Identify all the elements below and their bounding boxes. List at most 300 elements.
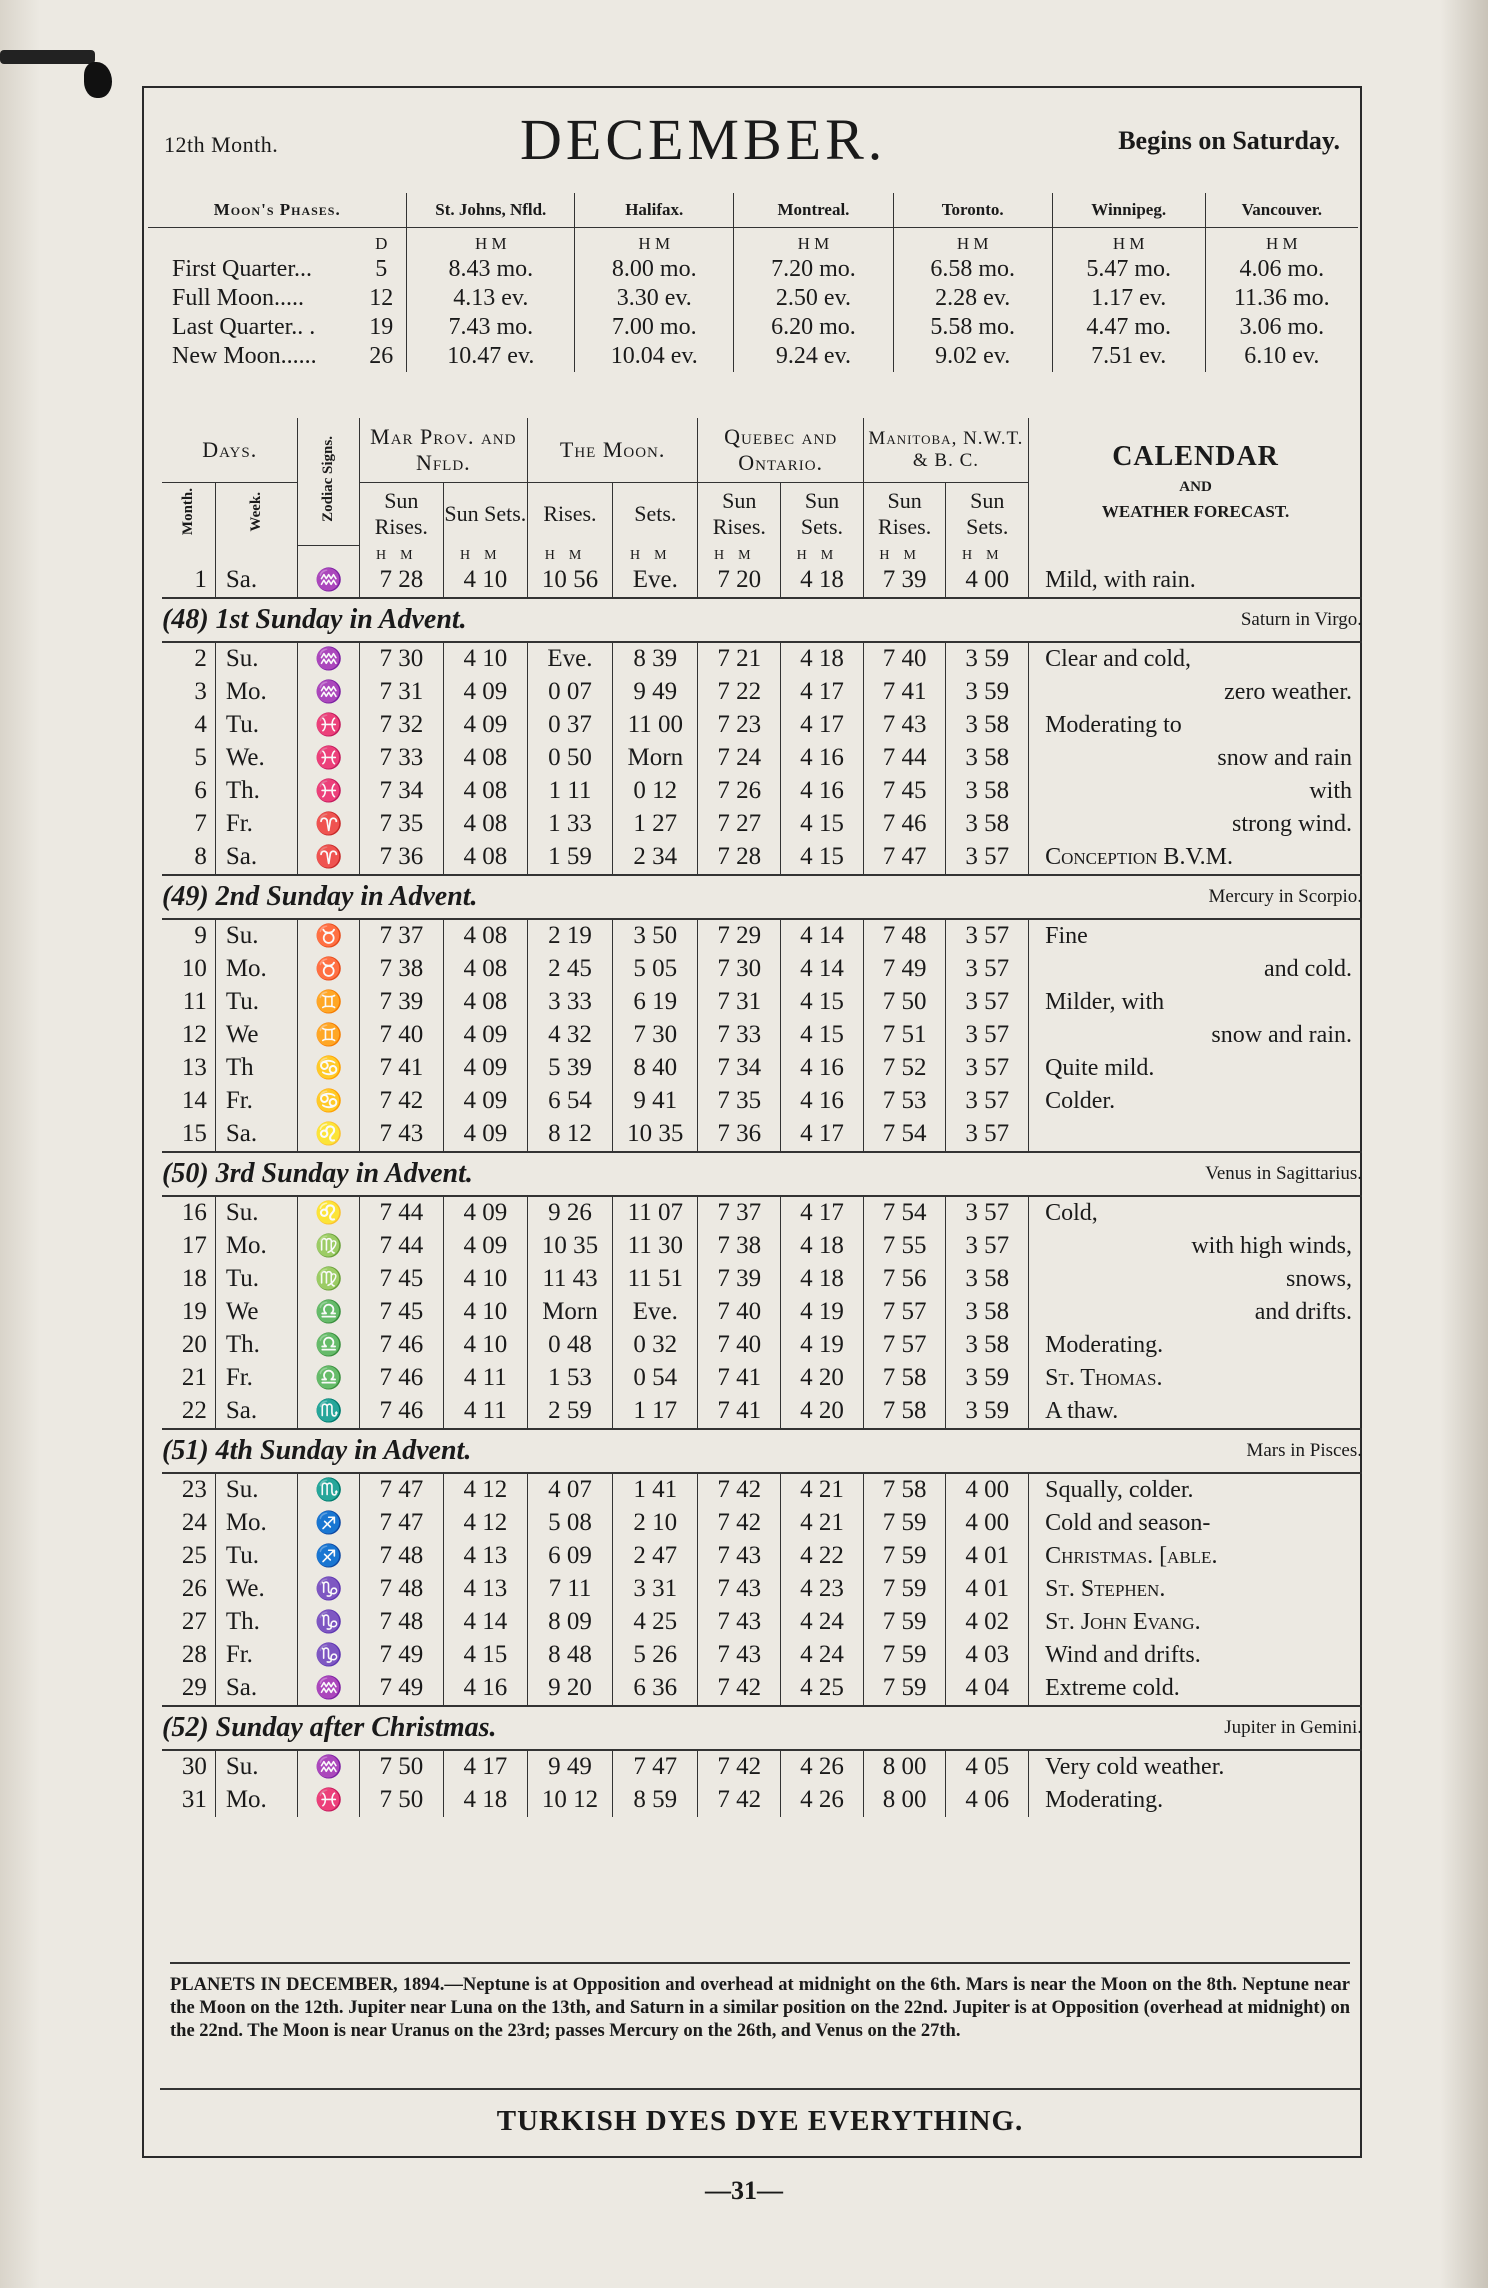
time-cell: 4 19 xyxy=(781,1329,864,1362)
time-cell: 7 53 xyxy=(863,1085,946,1118)
time-cell: 4 09 xyxy=(443,1230,527,1263)
sunday-row xyxy=(162,598,1362,642)
calendar-header: CALENDAR AND WEATHER FORECAST. xyxy=(1029,418,1362,545)
time-cell: 7 48 xyxy=(359,1573,443,1606)
zodiac-sign-icon: ♑ xyxy=(298,1639,359,1672)
time-cell: 4 09 xyxy=(443,1085,527,1118)
time-cell: 4 10 xyxy=(443,564,527,598)
day-of-month: 20 xyxy=(181,1331,207,1358)
phase-time: 2.28 ev. xyxy=(893,285,1052,314)
time-cell: 4 20 xyxy=(781,1395,864,1429)
time-cell: 4 10 xyxy=(443,1263,527,1296)
time-cell: 7 41 xyxy=(359,1052,443,1085)
day-of-week: Tu. xyxy=(215,986,298,1019)
weather-forecast: St. John Evang. xyxy=(1029,1606,1362,1639)
phase-time: 4.47 mo. xyxy=(1052,314,1205,343)
day-of-month: 6 xyxy=(194,777,207,804)
time-cell: 1 11 xyxy=(527,775,612,808)
weather-forecast: Cold, xyxy=(1029,1196,1362,1230)
time-cell: 10 12 xyxy=(527,1784,612,1817)
time-cell: 3 58 xyxy=(946,808,1029,841)
day-row xyxy=(162,1639,1362,1672)
time-cell: 7 55 xyxy=(863,1230,946,1263)
time-cell: 4 20 xyxy=(781,1362,864,1395)
time-cell: 8 48 xyxy=(527,1639,612,1672)
weather-forecast: Wind and drifts. xyxy=(1029,1639,1362,1672)
weather-forecast: with high winds, xyxy=(1029,1230,1362,1263)
time-cell: 4 18 xyxy=(781,1230,864,1263)
time-cell: 0 54 xyxy=(613,1362,698,1395)
phase-time: 6.20 mo. xyxy=(734,314,893,343)
time-cell: 7 37 xyxy=(359,919,443,953)
day-of-week: Su. xyxy=(215,1750,298,1784)
time-cell: 6 19 xyxy=(613,986,698,1019)
time-cell: 7 47 xyxy=(863,841,946,875)
weather-forecast: Moderating. xyxy=(1029,1784,1362,1817)
zodiac-sign-icon: ♍ xyxy=(298,1230,359,1263)
day-row xyxy=(162,1784,1362,1817)
phase-time: 11.36 mo. xyxy=(1205,285,1358,314)
time-cell: 7 31 xyxy=(698,986,781,1019)
phase-day: 12 xyxy=(369,285,394,311)
day-of-month: 8 xyxy=(194,843,207,870)
time-cell: 7 57 xyxy=(863,1296,946,1329)
time-cell: 7 46 xyxy=(359,1329,443,1362)
time-cell: 6 09 xyxy=(527,1540,612,1573)
time-cell: 11 00 xyxy=(613,709,698,742)
day-row xyxy=(162,1052,1362,1085)
day-of-month: 4 xyxy=(194,711,207,738)
zodiac-sign-icon: ♋ xyxy=(298,1052,359,1085)
time-cell: 4 21 xyxy=(781,1507,864,1540)
time-cell: 3 57 xyxy=(946,1052,1029,1085)
time-cell: 7 46 xyxy=(359,1362,443,1395)
time-cell: 4 18 xyxy=(781,642,864,676)
time-cell: 7 39 xyxy=(359,986,443,1019)
time-cell: 7 59 xyxy=(863,1639,946,1672)
phase-time: 4.13 ev. xyxy=(407,285,575,314)
moon-sets-header: Sets. xyxy=(613,483,698,546)
zodiac-sign-icon: ♒ xyxy=(298,676,359,709)
day-row xyxy=(162,1085,1362,1118)
time-cell: 4 10 xyxy=(443,1296,527,1329)
time-cell: 3 59 xyxy=(946,676,1029,709)
phase-name: First Quarter... xyxy=(172,256,312,282)
time-cell: 4 02 xyxy=(946,1606,1029,1639)
time-cell: 7 59 xyxy=(863,1540,946,1573)
phase-header-row xyxy=(148,193,1358,228)
time-cell: 4 00 xyxy=(946,1507,1029,1540)
zodiac-sign-icon: ♒ xyxy=(298,1672,359,1706)
day-of-month: 19 xyxy=(181,1298,207,1325)
weather-forecast: and cold. xyxy=(1029,953,1362,986)
hm-label: H M xyxy=(893,228,1052,257)
zodiac-sign-icon: ♌ xyxy=(298,1118,359,1152)
phase-day: 26 xyxy=(369,343,394,369)
time-cell: 7 48 xyxy=(359,1540,443,1573)
time-cell: 4 15 xyxy=(781,1019,864,1052)
hm-unit: HM xyxy=(781,545,864,564)
day-of-week: Sa. xyxy=(215,1118,298,1152)
zodiac-sign-icon: ♉ xyxy=(298,953,359,986)
time-cell: 7 40 xyxy=(698,1329,781,1362)
binding-blot xyxy=(84,62,112,98)
day-of-week: We xyxy=(215,1296,298,1329)
zodiac-sign-icon: ♓ xyxy=(298,709,359,742)
time-cell: 10 35 xyxy=(613,1118,698,1152)
time-cell: 4 13 xyxy=(443,1573,527,1606)
time-cell: 1 59 xyxy=(527,841,612,875)
time-cell: 7 23 xyxy=(698,709,781,742)
day-row xyxy=(162,808,1362,841)
time-cell: 9 49 xyxy=(613,676,698,709)
time-cell: 2 59 xyxy=(527,1395,612,1429)
hm-unit: HM xyxy=(359,545,443,564)
time-cell: 2 19 xyxy=(527,919,612,953)
time-cell: 7 57 xyxy=(863,1329,946,1362)
time-cell: 4 13 xyxy=(443,1540,527,1573)
advertisement: TURKISH DYES DYE EVERYTHING. xyxy=(160,2088,1360,2152)
zodiac-sign-icon: ♓ xyxy=(298,1784,359,1817)
time-cell: 7 30 xyxy=(613,1019,698,1052)
phase-time: 7.43 mo. xyxy=(407,314,575,343)
time-cell: 7 59 xyxy=(863,1606,946,1639)
sunday-row xyxy=(162,1152,1362,1196)
time-cell: 4 16 xyxy=(443,1672,527,1706)
phase-col-stjohns: St. Johns, Nfld. xyxy=(407,193,575,228)
sunday-title: (50) 3rd Sunday in Advent. xyxy=(162,1152,863,1196)
day-row xyxy=(162,986,1362,1019)
day-of-month: 18 xyxy=(181,1265,207,1292)
time-cell: 7 48 xyxy=(359,1606,443,1639)
time-cell: 3 58 xyxy=(946,742,1029,775)
phase-time: 7.20 mo. xyxy=(734,256,893,285)
time-cell: 7 41 xyxy=(698,1362,781,1395)
time-cell: 5 26 xyxy=(613,1639,698,1672)
time-cell: 2 45 xyxy=(527,953,612,986)
day-of-month: 12 xyxy=(181,1021,207,1048)
time-cell: 7 54 xyxy=(863,1118,946,1152)
planet-position-note: Jupiter in Gemini. xyxy=(863,1706,1362,1750)
time-cell: 4 04 xyxy=(946,1672,1029,1706)
time-cell: 7 32 xyxy=(359,709,443,742)
time-cell: 9 20 xyxy=(527,1672,612,1706)
time-cell: 4 16 xyxy=(781,775,864,808)
page-number: —31— xyxy=(705,2176,783,2205)
sunday-row xyxy=(162,875,1362,919)
time-cell: 8 40 xyxy=(613,1052,698,1085)
time-cell: 7 28 xyxy=(698,841,781,875)
day-of-month: 1 xyxy=(194,566,207,593)
phase-day: 19 xyxy=(369,314,394,340)
time-cell: 3 57 xyxy=(946,841,1029,875)
phase-time: 10.04 ev. xyxy=(575,343,734,372)
time-cell: 3 57 xyxy=(946,1085,1029,1118)
zodiac-sign-icon: ♌ xyxy=(298,1196,359,1230)
weather-forecast: Very cold weather. xyxy=(1029,1750,1362,1784)
time-cell: 7 27 xyxy=(698,808,781,841)
time-cell: 3 59 xyxy=(946,1362,1029,1395)
month-number: 12th Month. xyxy=(164,132,279,157)
time-cell: 4 24 xyxy=(781,1606,864,1639)
time-cell: 7 50 xyxy=(359,1784,443,1817)
phase-day: 5 xyxy=(375,256,388,282)
day-row xyxy=(162,1395,1362,1429)
day-of-month: 30 xyxy=(181,1753,207,1780)
time-cell: 7 45 xyxy=(359,1263,443,1296)
weather-forecast: snow and rain. xyxy=(1029,1019,1362,1052)
phase-time: 7.51 ev. xyxy=(1052,343,1205,372)
phase-time: 5.58 mo. xyxy=(893,314,1052,343)
day-row xyxy=(162,919,1362,953)
time-cell: 7 42 xyxy=(698,1750,781,1784)
time-cell: 7 38 xyxy=(698,1230,781,1263)
day-of-week: Mo. xyxy=(215,1784,298,1817)
day-of-week: Th. xyxy=(215,1606,298,1639)
time-cell: 4 19 xyxy=(781,1296,864,1329)
time-cell: 7 21 xyxy=(698,642,781,676)
day-of-month: 24 xyxy=(181,1509,207,1536)
weather-forecast xyxy=(1029,1118,1362,1152)
day-of-month: 9 xyxy=(194,922,207,949)
time-cell: 3 58 xyxy=(946,709,1029,742)
phase-name: Full Moon..... xyxy=(172,285,305,311)
day-row xyxy=(162,1019,1362,1052)
time-cell: 0 32 xyxy=(613,1329,698,1362)
d-label: D xyxy=(375,234,388,253)
time-cell: Eve. xyxy=(613,564,698,598)
day-of-week: Fr. xyxy=(215,1639,298,1672)
day-of-week: Mo. xyxy=(215,1230,298,1263)
zodiac-sign-icon: ♒ xyxy=(298,642,359,676)
phase-time: 8.43 mo. xyxy=(407,256,575,285)
month-header xyxy=(160,107,1350,172)
time-cell: 7 45 xyxy=(863,775,946,808)
time-cell: 7 20 xyxy=(698,564,781,598)
time-cell: 7 42 xyxy=(698,1672,781,1706)
time-cell: 4 17 xyxy=(781,1196,864,1230)
time-cell: 1 53 xyxy=(527,1362,612,1395)
day-row xyxy=(162,1507,1362,1540)
phase-row xyxy=(148,314,1358,343)
time-cell: 7 43 xyxy=(698,1639,781,1672)
begins-on: Begins on Saturday. xyxy=(1118,126,1340,155)
phase-row xyxy=(148,343,1358,372)
time-cell: 8 12 xyxy=(527,1118,612,1152)
time-cell: 0 07 xyxy=(527,676,612,709)
day-row xyxy=(162,1473,1362,1507)
day-of-week: Tu. xyxy=(215,1263,298,1296)
day-of-month: 28 xyxy=(181,1641,207,1668)
phase-time: 9.24 ev. xyxy=(734,343,893,372)
time-cell: 3 31 xyxy=(613,1573,698,1606)
moon-rises-header: Rises. xyxy=(527,483,612,546)
daily-table xyxy=(162,418,1362,1817)
phase-units-row xyxy=(148,228,1358,257)
day-row xyxy=(162,1230,1362,1263)
time-cell: 4 25 xyxy=(781,1672,864,1706)
weather-forecast: St. Thomas. xyxy=(1029,1362,1362,1395)
time-cell: 7 50 xyxy=(863,986,946,1019)
sun-rises-header: Sun Rises. xyxy=(863,483,946,546)
time-cell: 7 43 xyxy=(698,1540,781,1573)
day-row xyxy=(162,1573,1362,1606)
day-of-month: 3 xyxy=(194,678,207,705)
phase-time: 2.50 ev. xyxy=(734,285,893,314)
weather-forecast: Christmas. [able. xyxy=(1029,1540,1362,1573)
phase-time: 6.10 ev. xyxy=(1205,343,1358,372)
time-cell: 7 54 xyxy=(863,1196,946,1230)
time-cell: 4 01 xyxy=(946,1540,1029,1573)
time-cell: 0 50 xyxy=(527,742,612,775)
time-cell: 4 12 xyxy=(443,1507,527,1540)
zodiac-sign-icon: ♎ xyxy=(298,1362,359,1395)
time-cell: 4 06 xyxy=(946,1784,1029,1817)
time-cell: 3 33 xyxy=(527,986,612,1019)
time-cell: 7 39 xyxy=(698,1263,781,1296)
time-cell: 3 57 xyxy=(946,1118,1029,1152)
time-cell: 4 25 xyxy=(613,1606,698,1639)
quebec-header: Quebec and Ontario. xyxy=(698,418,863,483)
time-cell: 7 42 xyxy=(359,1085,443,1118)
time-cell: 4 17 xyxy=(781,1118,864,1152)
time-cell: 4 10 xyxy=(443,1329,527,1362)
zodiac-sign-icon: ♋ xyxy=(298,1085,359,1118)
time-cell: 0 37 xyxy=(527,709,612,742)
day-of-month: 25 xyxy=(181,1542,207,1569)
weather-forecast: Moderating to xyxy=(1029,709,1362,742)
time-cell: 8 39 xyxy=(613,642,698,676)
phase-col-winnipeg: Winnipeg. xyxy=(1052,193,1205,228)
zodiac-sign-icon: ♐ xyxy=(298,1540,359,1573)
time-cell: 7 42 xyxy=(698,1507,781,1540)
time-cell: 7 41 xyxy=(863,676,946,709)
time-cell: 8 00 xyxy=(863,1750,946,1784)
time-cell: 7 46 xyxy=(863,808,946,841)
zodiac-sign-icon: ♒ xyxy=(298,564,359,598)
time-cell: 9 26 xyxy=(527,1196,612,1230)
time-cell: 7 43 xyxy=(698,1606,781,1639)
day-row xyxy=(162,709,1362,742)
phase-col-toronto: Toronto. xyxy=(893,193,1052,228)
week-col-header: Week. xyxy=(215,483,298,546)
time-cell: 4 14 xyxy=(781,953,864,986)
day-of-week: Su. xyxy=(215,1473,298,1507)
zodiac-sign-icon: ♊ xyxy=(298,986,359,1019)
time-cell: 4 08 xyxy=(443,953,527,986)
zodiac-sign-icon: ♎ xyxy=(298,1296,359,1329)
time-cell: 7 35 xyxy=(359,808,443,841)
day-row xyxy=(162,642,1362,676)
time-cell: 9 41 xyxy=(613,1085,698,1118)
time-cell: 7 11 xyxy=(527,1573,612,1606)
time-cell: 4 26 xyxy=(781,1784,864,1817)
time-cell: 3 58 xyxy=(946,1263,1029,1296)
sun-sets-header: Sun Sets. xyxy=(781,483,864,546)
hm-unit: HM xyxy=(527,545,612,564)
phase-time: 9.02 ev. xyxy=(893,343,1052,372)
time-cell: 4 08 xyxy=(443,919,527,953)
time-cell: 4 17 xyxy=(781,709,864,742)
hm-unit: HM xyxy=(698,545,781,564)
hm-unit: HM xyxy=(946,545,1029,564)
weather-forecast: Quite mild. xyxy=(1029,1052,1362,1085)
time-cell: 4 16 xyxy=(781,1052,864,1085)
zodiac-sign-icon: ♒ xyxy=(298,1750,359,1784)
day-of-month: 21 xyxy=(181,1364,207,1391)
time-cell: Morn xyxy=(527,1296,612,1329)
time-cell: 7 58 xyxy=(863,1473,946,1507)
day-of-week: Su. xyxy=(215,919,298,953)
marprov-header: Mar Prov. and Nfld. xyxy=(359,418,527,483)
day-of-month: 23 xyxy=(181,1476,207,1503)
time-cell: 3 59 xyxy=(946,642,1029,676)
time-cell: 7 44 xyxy=(359,1196,443,1230)
time-cell: 9 49 xyxy=(527,1750,612,1784)
time-cell: 7 52 xyxy=(863,1052,946,1085)
time-cell: 4 09 xyxy=(443,1118,527,1152)
zodiac-sign-icon: ♊ xyxy=(298,1019,359,1052)
weather-forecast: Mild, with rain. xyxy=(1029,564,1362,598)
time-cell: 7 41 xyxy=(698,1395,781,1429)
time-cell: 7 42 xyxy=(698,1784,781,1817)
time-cell: 4 15 xyxy=(443,1639,527,1672)
phase-time: 1.17 ev. xyxy=(1052,285,1205,314)
month-name: DECEMBER. xyxy=(520,107,887,172)
time-cell: 7 43 xyxy=(863,709,946,742)
weather-forecast: Squally, colder. xyxy=(1029,1473,1362,1507)
time-cell: 7 47 xyxy=(359,1507,443,1540)
day-of-week: Tu. xyxy=(215,1540,298,1573)
time-cell: 7 43 xyxy=(359,1118,443,1152)
day-row xyxy=(162,841,1362,875)
day-of-week: Fr. xyxy=(215,808,298,841)
day-row xyxy=(162,1606,1362,1639)
sun-rises-header: Sun Rises. xyxy=(698,483,781,546)
month-col-header: Month. xyxy=(179,487,196,536)
day-of-month: 7 xyxy=(194,810,207,837)
day-of-week: We. xyxy=(215,1573,298,1606)
time-cell: 7 34 xyxy=(359,775,443,808)
day-of-month: 27 xyxy=(181,1608,207,1635)
zodiac-sign-icon: ♑ xyxy=(298,1606,359,1639)
zodiac-sign-icon: ♈ xyxy=(298,841,359,875)
time-cell: 7 33 xyxy=(698,1019,781,1052)
time-cell: 7 56 xyxy=(863,1263,946,1296)
planet-position-note: Mars in Pisces. xyxy=(863,1429,1362,1473)
time-cell: 7 45 xyxy=(359,1296,443,1329)
time-cell: 4 26 xyxy=(781,1750,864,1784)
time-cell: 7 35 xyxy=(698,1085,781,1118)
time-cell: 4 10 xyxy=(443,642,527,676)
time-cell: 3 58 xyxy=(946,1329,1029,1362)
phase-col-montreal: Montreal. xyxy=(734,193,893,228)
hm-label: H M xyxy=(1052,228,1205,257)
time-cell: 4 17 xyxy=(443,1750,527,1784)
phase-name: New Moon...... xyxy=(172,343,317,369)
time-cell: 7 26 xyxy=(698,775,781,808)
time-cell: 6 54 xyxy=(527,1085,612,1118)
time-cell: 7 59 xyxy=(863,1672,946,1706)
day-of-month: 11 xyxy=(182,988,207,1015)
day-of-week: Sa. xyxy=(215,841,298,875)
day-of-month: 14 xyxy=(181,1087,207,1114)
time-cell: 7 22 xyxy=(698,676,781,709)
time-cell: 4 18 xyxy=(781,564,864,598)
day-of-week: Sa. xyxy=(215,564,298,598)
time-cell: 4 08 xyxy=(443,841,527,875)
day-of-week: We xyxy=(215,1019,298,1052)
